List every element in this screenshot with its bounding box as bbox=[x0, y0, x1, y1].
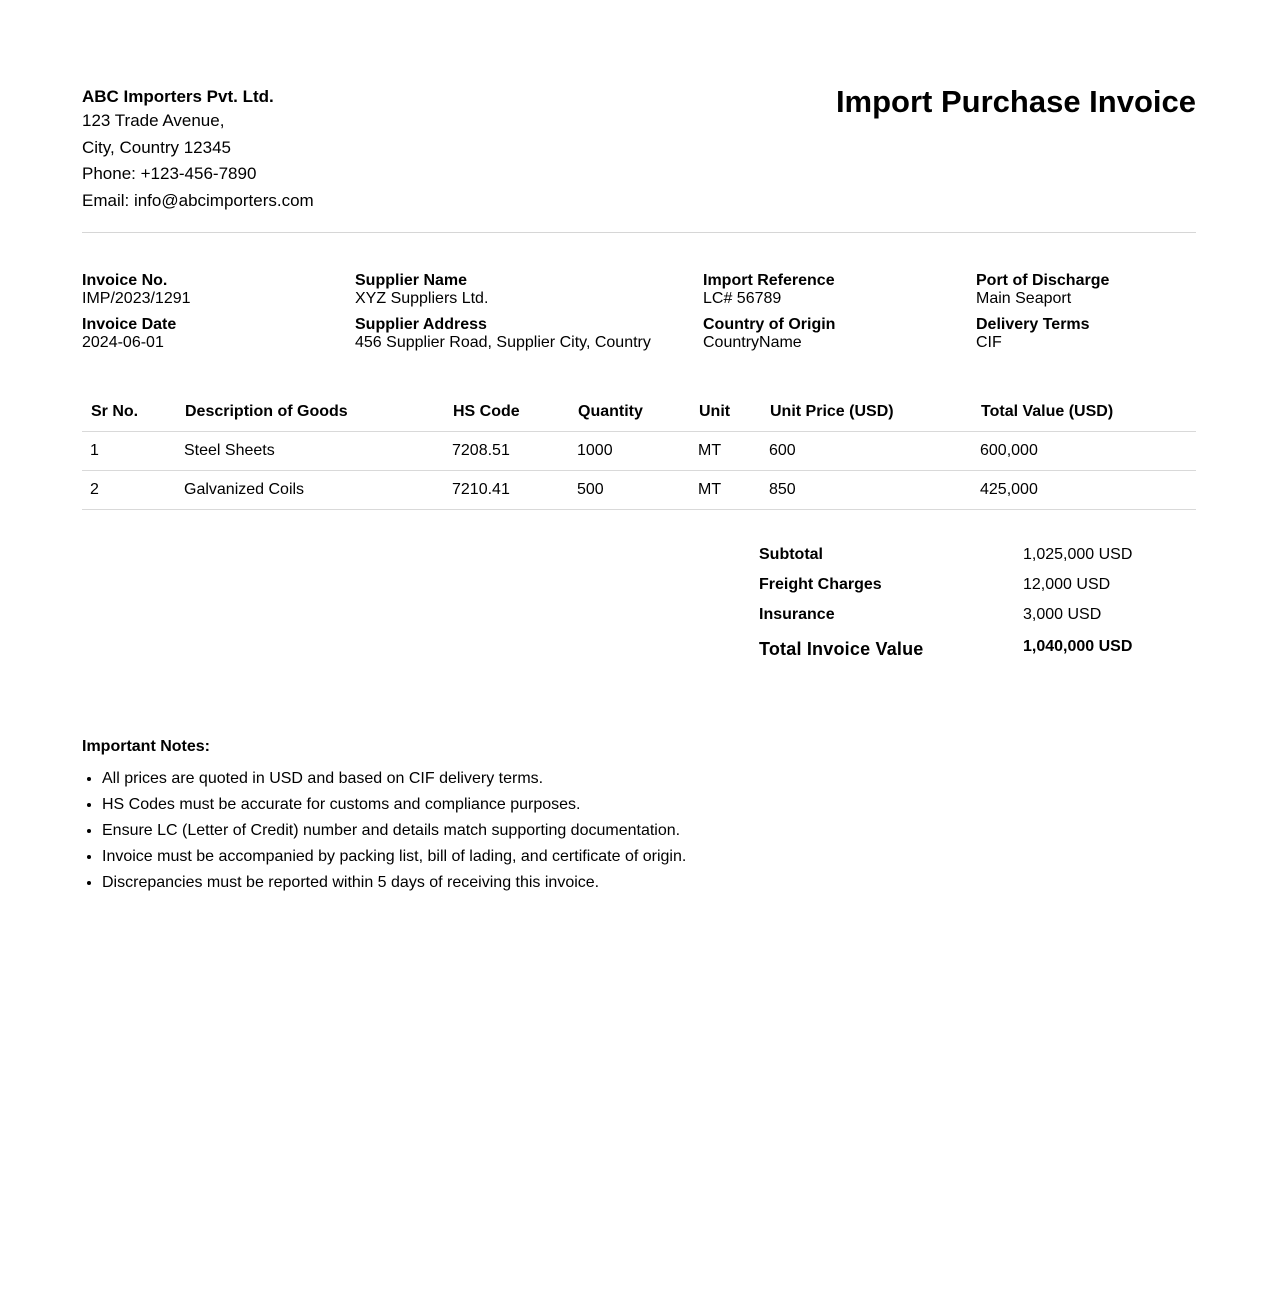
cell-description: Steel Sheets bbox=[176, 432, 444, 471]
country-of-origin-value: CountryName bbox=[703, 334, 802, 351]
company-address-line2: City, Country 12345 bbox=[82, 137, 231, 157]
import-reference-label: Import Reference bbox=[703, 272, 835, 289]
important-notes bbox=[82, 737, 982, 896]
meta-column-delivery bbox=[976, 272, 1109, 360]
subtotal-value: 1,025,000 USD bbox=[1023, 546, 1133, 563]
freight-row bbox=[759, 576, 1199, 606]
country-of-origin-field bbox=[703, 316, 835, 360]
supplier-address-field bbox=[355, 316, 651, 360]
column-header-description: Description of Goods bbox=[176, 392, 444, 432]
cell-unit-price: 850 bbox=[761, 471, 972, 510]
supplier-name-field bbox=[355, 272, 651, 316]
note-item: • HS Codes must be accurate for customs and compliance purposes. bbox=[102, 792, 982, 818]
column-header-unit: Unit bbox=[690, 392, 761, 432]
invoice-title: Import Purchase Invoice bbox=[835, 84, 1196, 119]
table-row bbox=[82, 432, 1196, 471]
invoice-date-value: 2024-06-01 bbox=[82, 334, 164, 351]
supplier-name-value: XYZ Suppliers Ltd. bbox=[355, 290, 489, 307]
column-header-total-value: Total Value (USD) bbox=[972, 392, 1196, 432]
port-of-discharge-field bbox=[976, 272, 1109, 316]
company-address-line1: 123 Trade Avenue, bbox=[82, 111, 225, 130]
goods-table bbox=[82, 392, 1196, 510]
insurance-value: 3,000 USD bbox=[1023, 606, 1102, 623]
invoice-no-field bbox=[82, 272, 191, 316]
column-header-quantity: Quantity bbox=[569, 392, 690, 432]
total-invoice-value: 1,040,000 USD bbox=[1023, 638, 1133, 655]
invoice-no-label: Invoice No. bbox=[82, 272, 168, 289]
cell-sr-no: 1 bbox=[82, 432, 176, 471]
invoice-date-field bbox=[82, 316, 191, 360]
cell-unit: MT bbox=[690, 432, 761, 471]
port-of-discharge-value: Main Seaport bbox=[976, 290, 1072, 307]
column-header-sr-no: Sr No. bbox=[82, 392, 176, 432]
note-item: • Ensure LC (Letter of Credit) number and details match supporting documentation. bbox=[102, 818, 982, 844]
column-header-unit-price: Unit Price (USD) bbox=[761, 392, 972, 432]
subtotal-row bbox=[759, 546, 1199, 576]
note-item: • Discrepancies must be reported within 5 days of receiving this invoice. bbox=[102, 870, 982, 896]
cell-quantity: 500 bbox=[569, 471, 690, 510]
header-divider bbox=[82, 232, 1196, 233]
cell-unit: MT bbox=[690, 471, 761, 510]
notes-title: Important Notes: bbox=[82, 738, 210, 755]
table-header-row bbox=[82, 392, 1196, 432]
cell-unit-price: 600 bbox=[761, 432, 972, 471]
cell-quantity: 1000 bbox=[569, 432, 690, 471]
note-item: • Invoice must be accompanied by packing list, bill of lading, and certificate of origin. bbox=[102, 844, 982, 870]
freight-value: 12,000 USD bbox=[1023, 576, 1111, 593]
insurance-row bbox=[759, 606, 1199, 636]
cell-hs-code: 7210.41 bbox=[444, 471, 569, 510]
meta-column-import bbox=[703, 272, 835, 360]
column-header-hs-code: HS Code bbox=[444, 392, 569, 432]
cell-description: Galvanized Coils bbox=[176, 471, 444, 510]
port-of-discharge-label: Port of Discharge bbox=[976, 272, 1110, 289]
import-reference-field bbox=[703, 272, 835, 316]
supplier-address-value: 456 Supplier Road, Supplier City, Country bbox=[355, 334, 651, 351]
import-reference-value: LC# 56789 bbox=[703, 290, 782, 307]
cell-hs-code: 7208.51 bbox=[444, 432, 569, 471]
delivery-terms-value: CIF bbox=[976, 334, 1002, 351]
company-info bbox=[82, 86, 314, 214]
invoice-no-value: IMP/2023/1291 bbox=[82, 290, 191, 307]
company-email: Email: info@abcimporters.com bbox=[82, 190, 314, 210]
note-item: • All prices are quoted in USD and based on CIF delivery terms. bbox=[102, 766, 982, 792]
total-invoice-value-row bbox=[759, 638, 1199, 668]
freight-label: Freight Charges bbox=[759, 576, 882, 593]
company-phone: Phone: +123-456-7890 bbox=[82, 164, 257, 183]
meta-column-supplier bbox=[355, 272, 651, 360]
subtotal-label: Subtotal bbox=[759, 546, 823, 563]
delivery-terms-field bbox=[976, 316, 1109, 360]
insurance-label: Insurance bbox=[759, 606, 835, 623]
company-name: ABC Importers Pvt. Ltd. bbox=[82, 87, 274, 106]
supplier-name-label: Supplier Name bbox=[355, 272, 468, 289]
table-row bbox=[82, 471, 1196, 510]
delivery-terms-label: Delivery Terms bbox=[976, 316, 1090, 333]
supplier-address-label: Supplier Address bbox=[355, 316, 487, 333]
cell-sr-no: 2 bbox=[82, 471, 176, 510]
cell-total-value: 600,000 bbox=[972, 432, 1196, 471]
notes-list bbox=[82, 766, 982, 896]
invoice-date-label: Invoice Date bbox=[82, 316, 177, 333]
meta-column-invoice bbox=[82, 272, 191, 360]
cell-total-value: 425,000 bbox=[972, 471, 1196, 510]
country-of-origin-label: Country of Origin bbox=[703, 316, 836, 333]
totals-summary bbox=[759, 546, 1199, 668]
total-invoice-value-label: Total Invoice Value bbox=[759, 639, 924, 659]
